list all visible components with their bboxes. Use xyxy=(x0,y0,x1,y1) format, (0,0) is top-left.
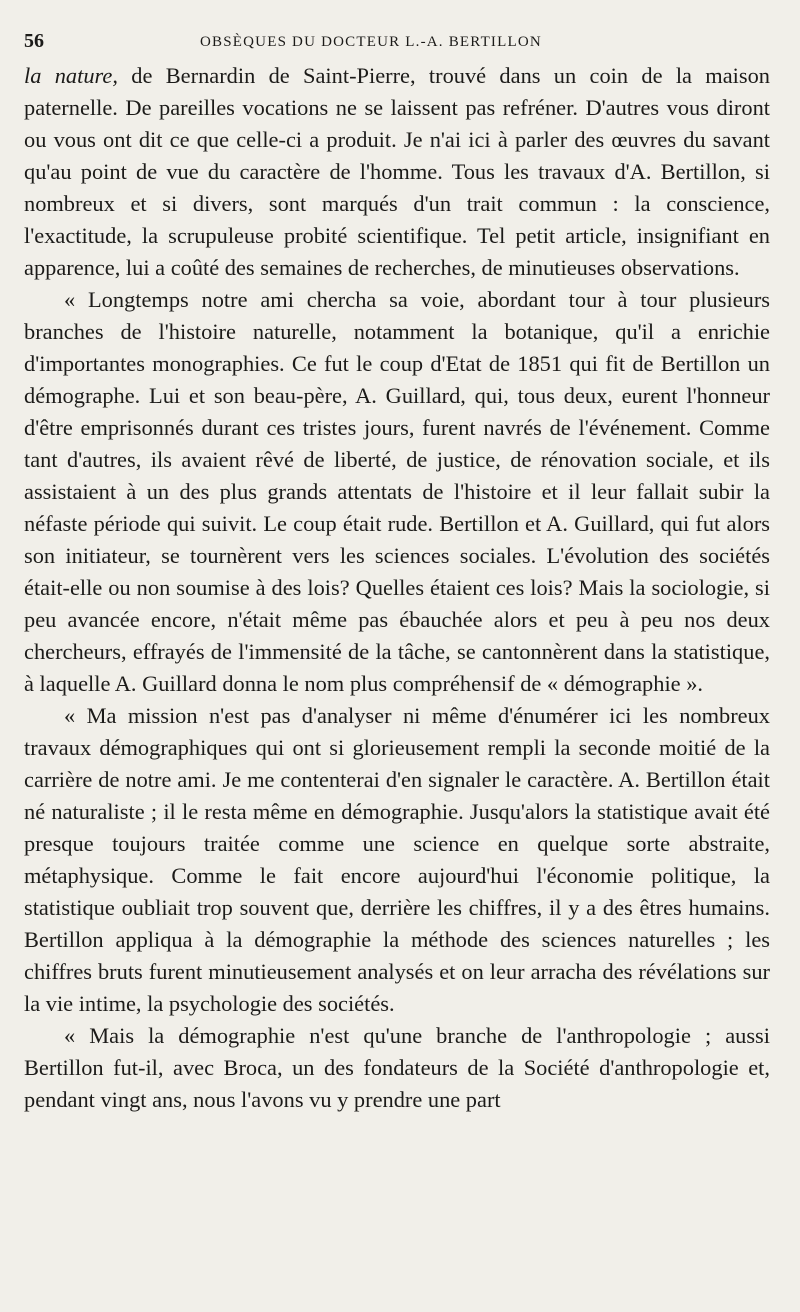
paragraph-1-text: de Bernardin de Saint-Pierre, trouvé dans un coin de la maison paternelle. De pareilles vocations ne se laissent pas refréner. D'autres vous diront ou vous ont dit ce que celle-ci a produit. Je n'ai ici à parler des œuvres du savant qu'au point de vue du caractère de l'homme. Tous les travaux d'A. Bertillon, si nombreux et si divers, sont marqués d'un trait commun : la conscience, l'exactitude, la scrupuleuse probité scientifique. Tel petit article, insignifiant en apparence, lui a coûté des semaines de recherches, de minutieuses observations. xyxy=(24,63,770,280)
page-number: 56 xyxy=(24,30,44,52)
running-head-title: OBSÈQUES DU DOCTEUR L.-A. BERTILLON xyxy=(200,34,542,50)
paragraph-2: « Longtemps notre ami chercha sa voie, abordant tour à tour plusieurs branches de l'histoire naturelle, notamment la botanique, qu'il a enrichie d'importantes monographies. Ce fut le coup d'Etat de 1851 qui fit de Bertillon un démographe. Lui et son beau-père, A. Guillard, qui, tous deux, eurent l'honneur d'être emprisonnés durant ces tristes jours, furent navrés de l'événement. Comme tant d'autres, ils avaient rêvé de liberté, de justice, de rénovation sociale, et ils assistaient à un des plus grands attentats de l'histoire et il leur fallait subir la néfaste période qui suivit. Le coup était rude. Bertillon et A. Guillard, qui fut alors son initiateur, se tournèrent vers les sciences sociales. L'évolution des sociétés était-elle ou non soumise à des lois? Quelles étaient ces lois? Mais la sociologie, si peu avancée encore, n'était même pas ébauchée alors et peu à peu nos deux chercheurs, effrayés de l'immensité de la tâche, se cantonnèrent dans la statistique, à laquelle A. Guillard donna le nom plus compréhensif de « démographie ». xyxy=(24,287,770,696)
page-body xyxy=(24,60,770,1116)
paragraph-3: « Ma mission n'est pas d'analyser ni même d'énumérer ici les nombreux travaux démographiques qui ont si glorieusement rempli la seconde moitié de la carrière de notre ami. Je me contenterai d'en signaler le caractère. A. Bertillon était né naturaliste ; il le resta même en démographie. Jusqu'alors la statistique avait été presque toujours traitée comme une science en quelque sorte abstraite, métaphysique. Comme le fait encore aujourd'hui l'économie politique, la statistique oubliait trop souvent que, derrière les chiffres, il y a des êtres humains. Bertillon appliqua à la démographie la méthode des sciences naturelles ; les chiffres bruts furent minutieusement analysés et on leur arracha des révélations sur la vie intime, la psychologie des sociétés. xyxy=(24,703,770,1016)
running-head xyxy=(24,28,770,60)
paragraph-4: « Mais la démographie n'est qu'une branche de l'anthropologie ; aussi Bertillon fut-il, avec Broca, un des fondateurs de la Société d'anthropologie et, pendant vingt ans, nous l'avons vu y prendre une part xyxy=(24,1023,770,1112)
paragraph-1 xyxy=(24,60,770,284)
italic-book-title: la nature, xyxy=(24,63,118,88)
